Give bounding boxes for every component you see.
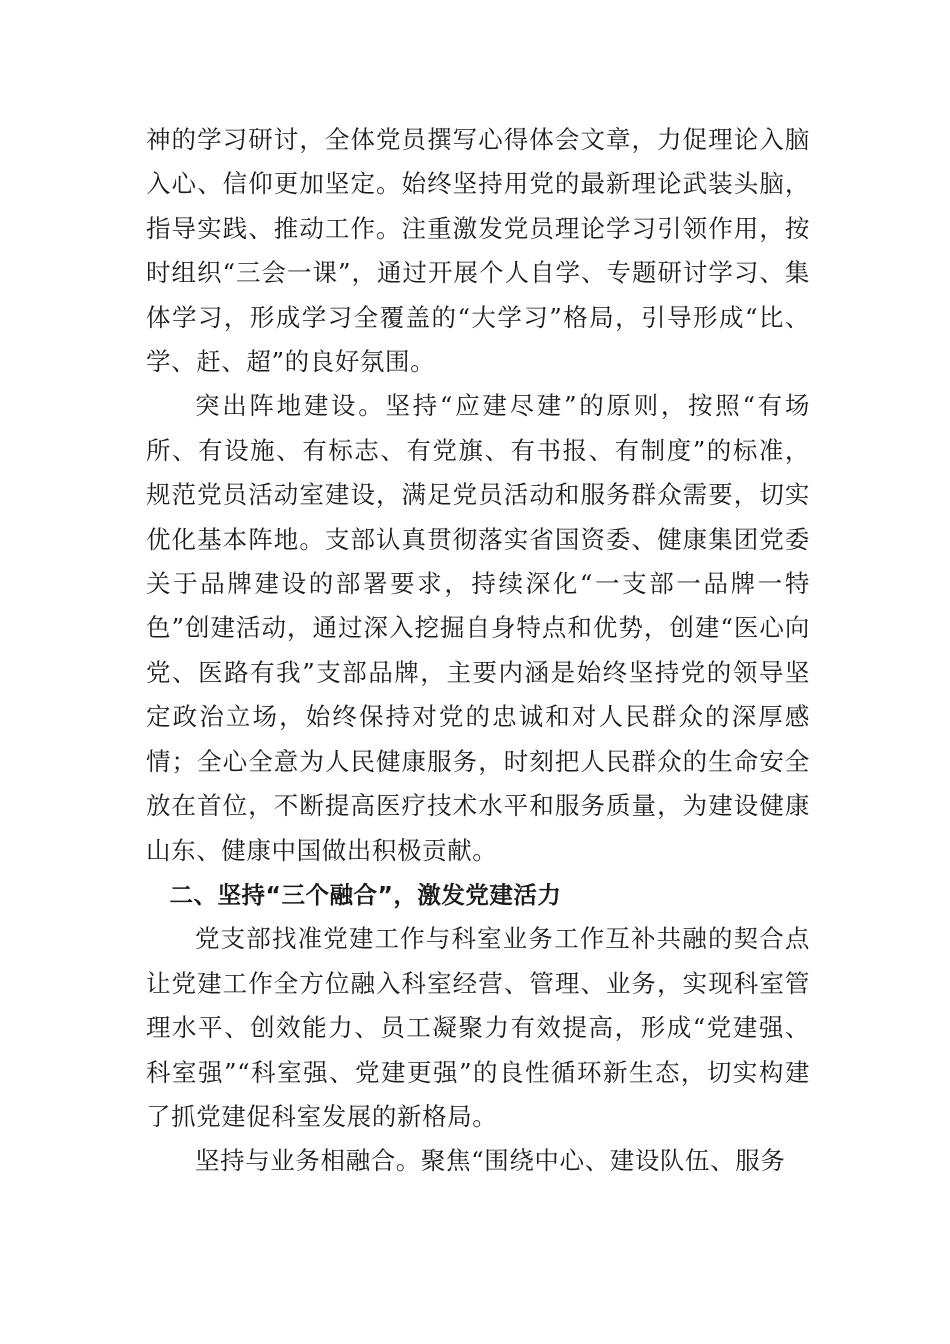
paragraph-business-integration: 坚持与业务相融合。聚焦“围绕中心、建设队伍、服务 — [195, 1146, 786, 1176]
paragraph-position-building: 突出阵地建设。坚持“应建尽建”的原则，按照“有场所、有设施、有标志、有党旗、有书报、有制度”的标准，规范党员活动室建设，满足党员活动和服务群众需要，切实优化基本阵地。支部认真贯彻落实省国资委、健康集团党委关于品牌建设的部署要求，持续深化“一支部一品牌一特色”创建活动，通过深入挖掘自身特点和优势，创建“医心向党、医路有我”支部品牌，主要内涵是始终坚持党的领导坚定政治立场，始终保持对党的忠诚和对人民群众的深厚感情；全心全意为人民健康服务，时刻把人民群众的生命安全放在首位，不断提高医疗技术水平和服务质量，为建设健康山东、健康中国做出积极贡献。 — [146, 391, 810, 865]
paragraph-continuation: 神的学习研讨，全体党员撰写心得体会文章，力促理论入脑入心、信仰更加坚定。始终坚持用党的最新理论武装头脑，指导实践、推动工作。注重激发党员理论学习引领作用，按时组织“三会一课”，通过开展个人自学、专题研讨学习、集体学习，形成学习全覆盖的“大学习”格局，引导形成“比、学、赶、超”的良好氛围。 — [146, 125, 810, 377]
section-heading: 二、坚持“三个融合”，激发党建活力 — [169, 880, 562, 909]
document-body — [146, 118, 810, 1184]
paragraph-party-branch: 党支部找准党建工作与科室业务工作互补共融的契合点让党建工作全方位融入科室经营、管理、业务，实现科室管理水平、创效能力、员工凝聚力有效提高，形成“党建强、科室强”“科室强、党建更强”的良性循环新生态，切实构建了抓党建促科室发展的新格局。 — [146, 924, 810, 1131]
